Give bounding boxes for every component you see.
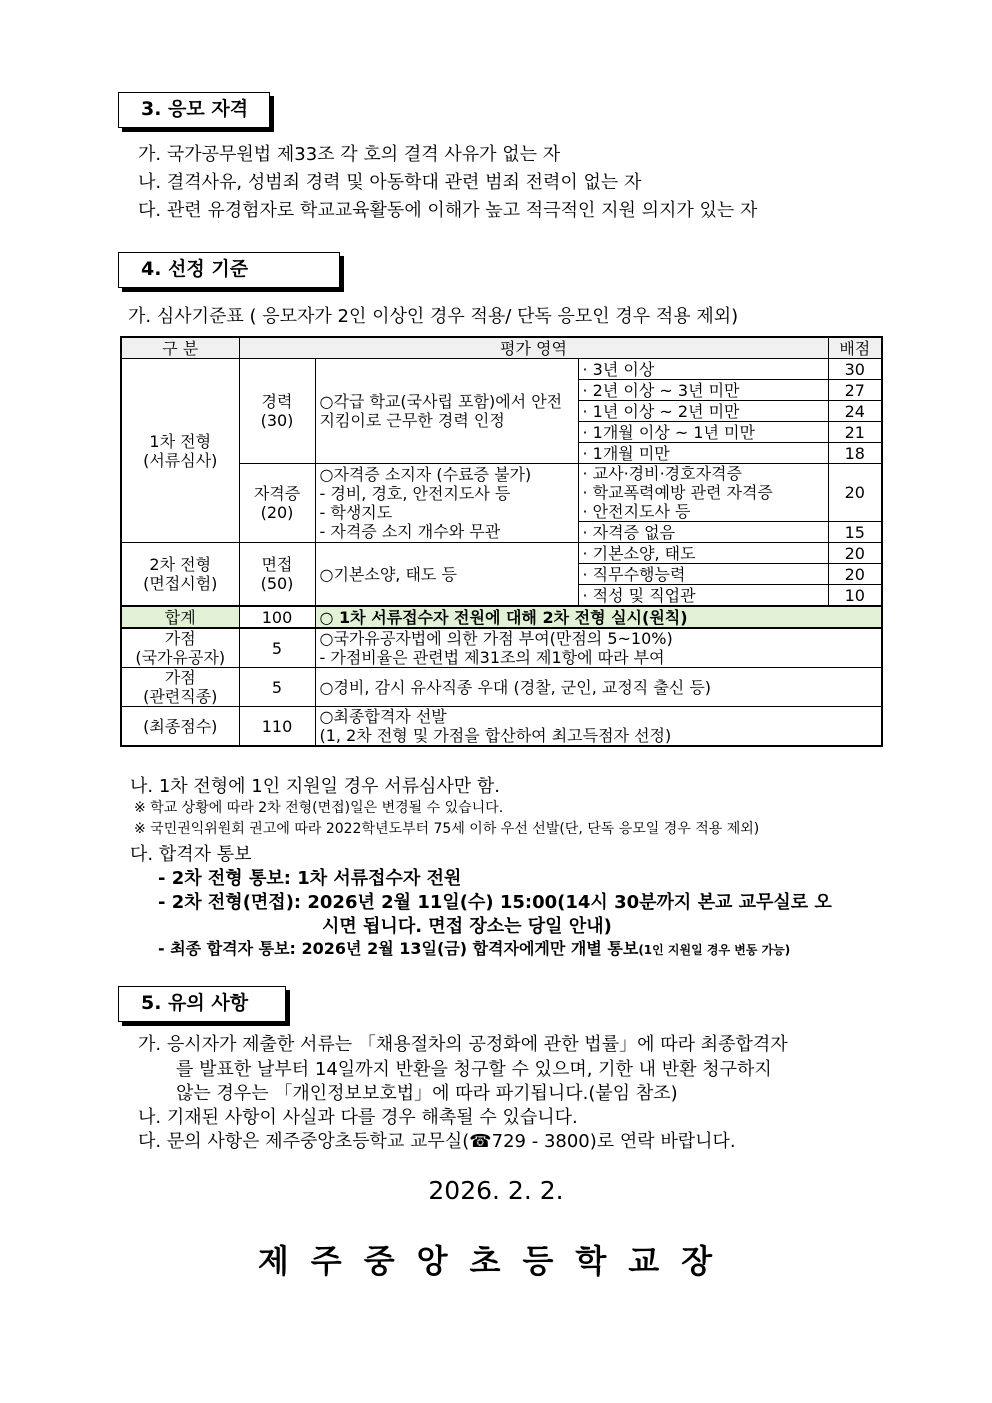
cert-desc: ○자격증 소지자 (수료증 불가) - 경비, 경호, 안전지도사 등 - 학생지도 - 자격증 소지 개수와 무관: [315, 464, 578, 543]
section4-note1: ※ 학교 상황에 따라 2차 전형(면접)일은 변경될 수 있습니다.: [134, 800, 504, 816]
bonus2-note: ○경비, 감시 유사직종 우대 (경찰, 군인, 교정직 출신 등): [315, 668, 882, 707]
section4-title: 4. 선정 기준: [118, 252, 340, 288]
career-desc: ○각급 학교(국사립 포함)에서 안전지킴이로 근무한 경력 인정: [315, 359, 578, 464]
section4-sub-c: 다. 합격자 통보: [130, 844, 252, 865]
notice-second-round: - 2차 전형 통보: 1차 서류접수자 전원: [158, 868, 462, 889]
section4-sub-b: 나. 1차 전형에 1인 지원일 경우 서류심사만 함.: [130, 776, 500, 797]
career-row: · 2년 이상 ~ 3년 미만: [578, 380, 828, 401]
notice-interview: - 2차 전형(면접): 2026년 2월 11일(수) 15:00(14시 30분까지 본교 교무실로 오: [158, 892, 832, 913]
interview-label: 면접 (50): [239, 543, 315, 607]
header-score: 배점: [828, 337, 882, 359]
career-row: · 1년 이상 ~ 2년 미만: [578, 401, 828, 422]
second-round-label: 2차 전형 (면접시험): [121, 543, 239, 607]
final-label: (최종점수): [121, 707, 239, 747]
final-note: ○최종합격자 선발 (1, 2차 전형 및 가점을 합산하여 최고득점자 선정): [315, 707, 882, 747]
total-label: 합계: [121, 606, 239, 628]
interview-row: · 직무수행능력: [578, 564, 828, 585]
section3-item-b: 나. 결격사유, 성범죄 경력 및 아동학대 관련 범죄 전력이 없는 자: [138, 172, 642, 193]
section5-a3: 않는 경우는 「개인정보보호법」에 따라 파기됩니다.(붙임 참조): [176, 1083, 678, 1104]
career-score: 24: [828, 401, 882, 422]
notice-interview-cont: 시면 됩니다. 면접 장소는 당일 안내): [322, 916, 612, 937]
bonus1-label: 가점 (국가유공자): [121, 628, 239, 668]
header-category: 구 분: [121, 337, 239, 359]
cert-row: · 교사·경비·경호자격증 · 학교폭력예방 관련 자격증 · 안전지도사 등: [578, 464, 828, 522]
bonus1-score: 5: [239, 628, 315, 668]
document-date: 2026. 2. 2.: [428, 1176, 564, 1205]
interview-score: 20: [828, 543, 882, 564]
section5-a1: 가. 응시자가 제출한 서류는 「채용절차의 공정화에 관한 법률」에 따라 최종합격자: [138, 1034, 788, 1055]
section4-note2: ※ 국민권익위원회 권고에 따라 2022학년도부터 75세 이하 우선 선발(단, 단독 응모일 경우 적용 제외): [134, 821, 760, 837]
career-row: · 1개월 미만: [578, 443, 828, 464]
career-label: 경력 (30): [239, 359, 315, 464]
career-score: 30: [828, 359, 882, 380]
total-score: 100: [239, 606, 315, 628]
cert-score: 15: [828, 522, 882, 543]
career-row: · 1개월 이상 ~ 1년 미만: [578, 422, 828, 443]
final-score: 110: [239, 707, 315, 747]
total-note: ○ 1차 서류접수자 전원에 대해 2차 전형 실시(원칙): [315, 606, 882, 628]
interview-score: 20: [828, 564, 882, 585]
bonus2-label: 가점 (관련직종): [121, 668, 239, 707]
notice-final-text: - 최종 합격자 통보: 2026년 2월 13일(금) 합격자에게만 개별 통보: [158, 939, 639, 958]
signature: 제주중앙초등학교장: [257, 1242, 735, 1280]
cert-label: 자격증 (20): [239, 464, 315, 543]
section4-sub-a: 가. 심사기준표 ( 응모자가 2인 이상인 경우 적용/ 단독 응모인 경우 적용 제외): [128, 306, 739, 327]
section5-b: 나. 기재된 사항이 사실과 다를 경우 해촉될 수 있습니다.: [138, 1107, 578, 1128]
section5-title: 5. 유의 사항: [118, 986, 286, 1022]
career-score: 18: [828, 443, 882, 464]
interview-row: · 적성 및 직업관: [578, 585, 828, 607]
notice-final: [158, 936, 790, 959]
career-score: 21: [828, 422, 882, 443]
career-row: · 3년 이상: [578, 359, 828, 380]
section3-title: 3. 응모 자격: [118, 92, 270, 128]
bonus1-note: ○국가유공자법에 의한 가점 부여(만점의 5~10%) - 가점비율은 관련법 제31조의 제1항에 따라 부여: [315, 628, 882, 668]
interview-row: · 기본소양, 태도: [578, 543, 828, 564]
section5-c: 다. 문의 사항은 제주중앙초등학교 교무실(☎729 - 3800)로 연락 바랍니다.: [138, 1131, 736, 1152]
section5-a2: 를 발표한 날부터 14일까지 반환을 청구할 수 있으며, 기한 내 반환 청구하지: [176, 1059, 772, 1080]
criteria-table: [120, 336, 883, 747]
cert-row: · 자격증 없음: [578, 522, 828, 543]
notice-final-small: (1인 지원일 경우 변동 가능): [638, 943, 791, 957]
interview-desc: ○기본소양, 태도 등: [315, 543, 578, 607]
first-round-label: 1차 전형 (서류심사): [121, 359, 239, 543]
career-score: 27: [828, 380, 882, 401]
bonus2-score: 5: [239, 668, 315, 707]
section3-item-a: 가. 국가공무원법 제33조 각 호의 결격 사유가 없는 자: [138, 144, 561, 165]
cert-score: 20: [828, 464, 882, 522]
section3-item-c: 다. 관련 유경험자로 학교교육활동에 이해가 높고 적극적인 지원 의지가 있는 자: [138, 200, 758, 221]
header-area: 평가 영역: [239, 337, 828, 359]
interview-score: 10: [828, 585, 882, 607]
